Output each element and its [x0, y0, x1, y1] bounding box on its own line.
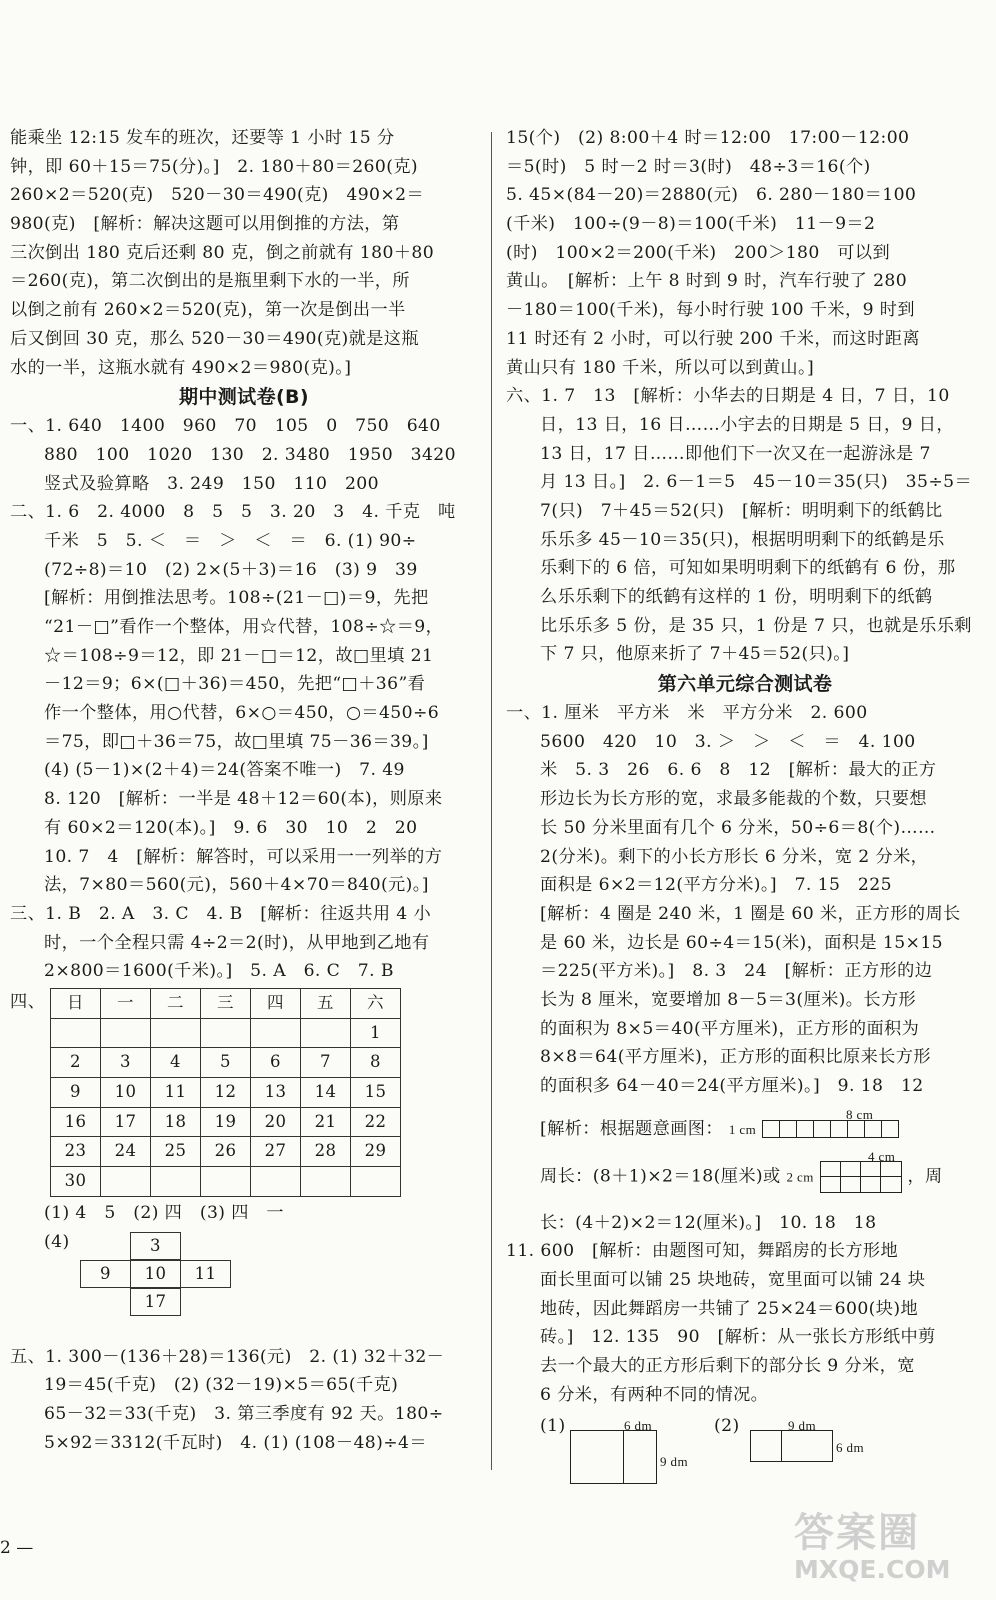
text-line: 880 100 1020 130 2. 3480 1950 3420	[44, 444, 456, 465]
text-line: 千米 5 5. ＜ ＝ ＞ ＜ ＝ 6. (1) 90÷	[44, 530, 417, 551]
left-column	[10, 124, 478, 1457]
text-line: 一、1. 厘米 平方米 米 平方分米 2. 600	[506, 703, 868, 724]
text-line: 砖。] 12. 135 90 [解析：从一张长方形纸中剪	[540, 1327, 936, 1348]
dimension-label: 6 dm	[624, 1417, 652, 1433]
calendar-day	[151, 1018, 201, 1048]
text-line: (72÷8)＝10 (2) 2×(5＋3)＝16 (3) 9 39	[44, 559, 418, 580]
text-line: 么乐乐剩下的纸鹤有这样的 1 份，明明剩下的纸鹤	[540, 587, 933, 607]
calendar-day: 24	[101, 1137, 151, 1167]
text-line: 三、1. B 2. A 3. C 4. B [解析：往返共用 4 小	[10, 903, 432, 924]
calendar-day: 7	[301, 1048, 351, 1078]
section-heading: 第六单元综合测试卷	[657, 673, 833, 696]
text-line: －180＝100(千米)，每小时行驶 100 千米，9 时到	[506, 300, 915, 321]
calendar-day: 1	[351, 1018, 401, 1048]
text-line: ＝225(平方米)。] 8. 3 24 [解析：正方形的边	[540, 961, 933, 982]
rectangle-figure-q9	[506, 1101, 984, 1209]
text-line: 65－32＝33(千克) 3. 第三季度有 92 天。180÷	[44, 1403, 444, 1424]
figure-line	[540, 1115, 899, 1145]
dimension-label: 1 cm	[728, 1121, 757, 1137]
figure-line	[540, 1161, 943, 1193]
text-line: 13 日，17 日……即他们下一次又在一起游泳是 7	[540, 443, 931, 464]
text-line: 长为 8 厘米，宽要增加 8－5＝3(厘米)。长方形	[540, 989, 917, 1010]
calendar-day: 5	[201, 1048, 251, 1078]
watermark	[794, 1510, 984, 1590]
grid-rectangle	[820, 1161, 902, 1193]
calendar-day	[301, 1167, 351, 1197]
cross-cell: 3	[130, 1232, 181, 1260]
text-line: “21－□”看作一个整体，用☆代替，108÷☆＝9，	[44, 617, 444, 637]
calendar-day: 15	[351, 1078, 401, 1108]
text-line: 月 13 日。] 2. 6－1＝5 45－10＝35(只) 35÷5＝	[540, 472, 973, 493]
text-line: 2(分米)。剩下的小长方形长 6 分米，宽 2 分米，	[540, 846, 929, 867]
calendar-day: 2	[51, 1048, 101, 1078]
text-line: 竖式及验算略 3. 249 150 110 200	[44, 473, 379, 494]
text-line: 8×8＝64(平方厘米)，正方形的面积比原来长方形	[540, 1047, 931, 1068]
text-line: 下 7 只，他原来折了 7＋45＝52(只)。]	[540, 644, 850, 665]
calendar-week-row	[51, 1078, 401, 1108]
rectangle-figure-q12	[506, 1410, 984, 1505]
text-line: 黄山。 [解析：上午 8 时到 9 时，汽车行驶了 280	[506, 271, 908, 292]
text-line: 的面积多 64－40＝24(平方厘米)。] 9. 18 12	[540, 1076, 924, 1096]
text-line: 8. 120 [解析：一半是 48＋12＝60(本)，则原来	[44, 789, 443, 810]
dimension-label: 4 cm	[868, 1148, 896, 1164]
calendar-weekday: 四	[251, 988, 301, 1018]
text-line: 水的一半，这瓶水就有 490×2＝980(克)。]	[10, 357, 352, 378]
text-line: 日，13 日，16 日……小宇去的日期是 5 日，9 日，	[540, 414, 954, 435]
figure-label: (4)	[44, 1231, 70, 1252]
text-line: 地砖，因此舞蹈房一共铺了 25×24＝600(块)地	[540, 1298, 919, 1319]
calendar-day: 23	[51, 1137, 101, 1167]
text-line: ＝5(时) 5 时－2 时＝3(时) 48÷3＝16(个)	[506, 156, 871, 177]
calendar-day: 20	[251, 1107, 301, 1137]
section-label: 四、	[10, 991, 46, 1012]
calendar-day	[201, 1018, 251, 1048]
calendar-weekday: 三	[201, 988, 251, 1018]
page-number: 2 —	[0, 1538, 34, 1558]
calendar-week-row	[51, 1048, 401, 1078]
calendar-week-row	[51, 1167, 401, 1197]
text-line: －12＝9；6×(□＋36)＝450，先把“□＋36”看	[44, 674, 426, 695]
text-line: 19＝45(千克) (2) (32－19)×5＝65(千克)	[44, 1375, 399, 1396]
calendar-day: 17	[101, 1107, 151, 1137]
calendar-day: 19	[201, 1107, 251, 1137]
calendar-week-row	[51, 1107, 401, 1137]
text-line: 6 分米，有两种不同的情况。	[540, 1384, 769, 1405]
calendar-day: 14	[301, 1078, 351, 1108]
calendar-day	[151, 1167, 201, 1197]
remaining-rectangle	[622, 1430, 657, 1484]
text-line: (千米) 100÷(9－8)＝100(千米) 11－9＝2	[506, 214, 876, 235]
text-line: 5. 45×(84－20)＝2880(元) 6. 280－180＝100	[506, 185, 917, 206]
text-line: 乐剩下的 6 倍，可知如果明明剩下的纸鹤有 6 份，那	[540, 558, 956, 579]
calendar-day: 27	[251, 1137, 301, 1167]
text-line: 15(个) (2) 8:00＋4 时＝12:00 17:00－12:00	[506, 128, 910, 148]
text-line: 乐乐多 45－10＝35(只)，根据明明剩下的纸鹤是乐	[540, 529, 945, 550]
text-line: 比乐乐多 5 份，是 35 只，1 份是 7 只，也就是乐乐剩	[540, 615, 972, 636]
text-line: (1) 4 5 (2) 四 (3) 四 一	[44, 1202, 285, 1223]
calendar-day	[201, 1167, 251, 1197]
text-line: 黄山只有 180 千米，所以可以到黄山。]	[506, 357, 815, 378]
calendar-day: 4	[151, 1048, 201, 1078]
calendar-day: 25	[151, 1137, 201, 1167]
text-line: (时) 100×2＝200(千米) 200＞180 可以到	[506, 242, 891, 263]
text-line: 二、1. 6 2. 4000 8 5 5 3. 20 3 4. 千克 吨	[10, 502, 456, 523]
calendar-day	[301, 1018, 351, 1048]
calendar-table	[50, 988, 401, 1197]
calendar-day	[101, 1167, 151, 1197]
remaining-rectangle	[780, 1430, 833, 1462]
text-line: 有 60×2＝120(本)。] 9. 6 30 10 2 20	[44, 817, 418, 838]
dimension-label: 2 cm	[786, 1169, 814, 1185]
text-line: 五、1. 300－(136＋28)＝136(元) 2. (1) 32＋32－	[10, 1346, 445, 1367]
calendar-day: 9	[51, 1078, 101, 1108]
square-shape	[750, 1430, 782, 1462]
calendar-day	[251, 1018, 301, 1048]
figure-label: (1)	[540, 1415, 566, 1436]
figure-caption: ，周	[907, 1166, 943, 1187]
calendar-day: 6	[251, 1048, 301, 1078]
text-line: 去一个最大的正方形后剩下的部分长 9 分米，宽	[540, 1356, 915, 1377]
dimension-label: 8 cm	[846, 1106, 874, 1122]
text-line: 能乘坐 12:15 发车的班次，还要等 1 小时 15 分	[10, 128, 395, 148]
calendar-day: 11	[151, 1078, 201, 1108]
text-line: (4) (5－1)×(2＋4)＝24(答案不唯一) 7. 49	[44, 760, 405, 781]
text-line: 以倒之前有 260×2＝520(克)，第一次是倒出一半	[10, 300, 406, 321]
text-line: 三次倒出 180 克后还剩 80 克，倒之前就有 180＋80	[10, 242, 435, 263]
calendar-day: 16	[51, 1107, 101, 1137]
calendar-weekday: 二	[151, 988, 201, 1018]
text-line: 的面积为 8×5＝40(平方厘米)，正方形的面积为	[540, 1018, 920, 1039]
text-line: 是 60 米，边长是 60÷4＝15(米)，面积是 15×15	[540, 932, 944, 953]
text-line: ☆＝108÷9＝12，即 21－□＝12，故□里填 21	[44, 645, 434, 666]
text-line: 260×2＝520(克) 520－30＝490(克) 490×2＝	[10, 185, 425, 206]
calendar-header-row	[51, 988, 401, 1018]
calendar-week-row	[51, 1137, 401, 1167]
calendar-day	[251, 1167, 301, 1197]
calendar-day: 28	[301, 1137, 351, 1167]
cross-cell: 11	[180, 1260, 231, 1288]
text-line: 面长里面可以铺 25 块地砖，宽里面可以铺 24 块	[540, 1270, 926, 1291]
text-line: 7(只) 7＋45＝52(只) [解析：明明剩下的纸鹤比	[540, 500, 943, 521]
text-line: 一、1. 640 1400 960 70 105 0 750 640	[10, 416, 441, 437]
calendar-day: 8	[351, 1048, 401, 1078]
dimension-label: 6 dm	[836, 1439, 864, 1455]
cross-number-figure	[10, 1228, 478, 1343]
text-line: ＝75，即□＋36＝75，故□里填 75－36＝39。]	[44, 731, 429, 752]
text-line: 时，一个全程只需 4÷2＝2(时)，从甲地到乙地有	[44, 932, 430, 953]
text-line: 5600 420 10 3. ＞ ＞ ＜ ＝ 4. 100	[540, 731, 916, 752]
calendar-day: 26	[201, 1137, 251, 1167]
figure-caption: [解析：根据题意画图：	[540, 1118, 723, 1139]
text-line: 980(克) [解析：解决这题可以用倒推的方法，第	[10, 214, 400, 235]
watermark-url: MXQE.COM	[794, 1555, 951, 1584]
cross-cell: 9	[80, 1260, 131, 1288]
dimension-label: 9 dm	[788, 1417, 816, 1433]
text-line: 10. 7 4 [解析：解答时，可以采用一一列举的方	[44, 846, 443, 867]
text-line: 后又倒回 30 克，那么 520－30＝490(克)就是这瓶	[10, 328, 419, 349]
right-column	[506, 124, 984, 1505]
text-line: 长：(4＋2)×2＝12(厘米)。] 10. 18 18	[540, 1212, 877, 1233]
text-line: 2×800＝1600(千米)。] 5. A 6. C 7. B	[44, 961, 394, 982]
calendar-day: 30	[51, 1167, 101, 1197]
text-line: 5×92＝3312(千瓦时) 4. (1) (108－48)÷4＝	[44, 1432, 427, 1453]
calendar-day	[51, 1018, 101, 1048]
cross-cell: 17	[130, 1288, 181, 1316]
calendar-day: 10	[101, 1078, 151, 1108]
calendar-day: 22	[351, 1107, 401, 1137]
calendar-day: 13	[251, 1078, 301, 1108]
strip-rectangle	[762, 1120, 899, 1138]
calendar-weekday: 一	[101, 988, 151, 1018]
text-line: 法，7×80＝560(元)，560＋4×70＝840(元)。]	[44, 875, 429, 896]
text-line: ＝260(克)，第二次倒出的是瓶里剩下水的一半，所	[10, 271, 410, 292]
calendar-day: 21	[301, 1107, 351, 1137]
text-line: 形边长为长方形的宽，求最多能裁的个数，只要想	[540, 789, 927, 810]
text-line: [解析：用倒推法思考。108÷(21－□)＝9，先把	[44, 588, 429, 609]
text-line: 面积是 6×2＝12(平方分米)。] 7. 15 225	[540, 875, 892, 896]
figure-label: (2)	[714, 1415, 740, 1436]
text-line: [解析：4 圈是 240 米，1 圈是 60 米，正方形的周长	[540, 903, 961, 924]
calendar-weekday: 五	[301, 988, 351, 1018]
calendar-day: 18	[151, 1107, 201, 1137]
text-line: 作一个整体，用○代替，6×○＝450，○＝450÷6	[44, 703, 440, 724]
section-heading: 期中测试卷(B)	[178, 386, 310, 409]
watermark-text: 答案圈	[794, 1510, 920, 1556]
text-line: 六、1. 7 13 [解析：小华去的日期是 4 日，7 日，10	[506, 386, 950, 407]
text-line: 11. 600 [解析：由题图可知，舞蹈房的长方形地	[506, 1241, 899, 1262]
calendar-day	[101, 1018, 151, 1048]
calendar-day	[351, 1167, 401, 1197]
square-shape	[570, 1430, 624, 1484]
calendar-weekday: 日	[51, 988, 101, 1018]
calendar-day: 12	[201, 1078, 251, 1108]
calendar-weekday: 六	[351, 988, 401, 1018]
text-line: 11 时还有 2 小时，可以行驶 200 千米，而这时距离	[506, 328, 920, 349]
column-divider	[491, 132, 492, 1470]
calendar-day: 29	[351, 1137, 401, 1167]
text-line: 米 5. 3 26 6. 6 8 12 [解析：最大的正方	[540, 760, 937, 781]
calendar-day: 3	[101, 1048, 151, 1078]
dimension-label: 9 dm	[660, 1453, 688, 1469]
figure-caption: 周长：(8＋1)×2＝18(厘米)或	[540, 1166, 781, 1187]
text-line: 长 50 分米里面有几个 6 分米，50÷6＝8(个)……	[540, 817, 936, 838]
calendar-week-row	[51, 1018, 401, 1048]
text-line: 钟，即 60＋15＝75(分)。] 2. 180＋80＝260(克)	[10, 156, 419, 177]
cross-cell: 10	[130, 1260, 181, 1288]
calendar-section	[10, 988, 478, 1197]
